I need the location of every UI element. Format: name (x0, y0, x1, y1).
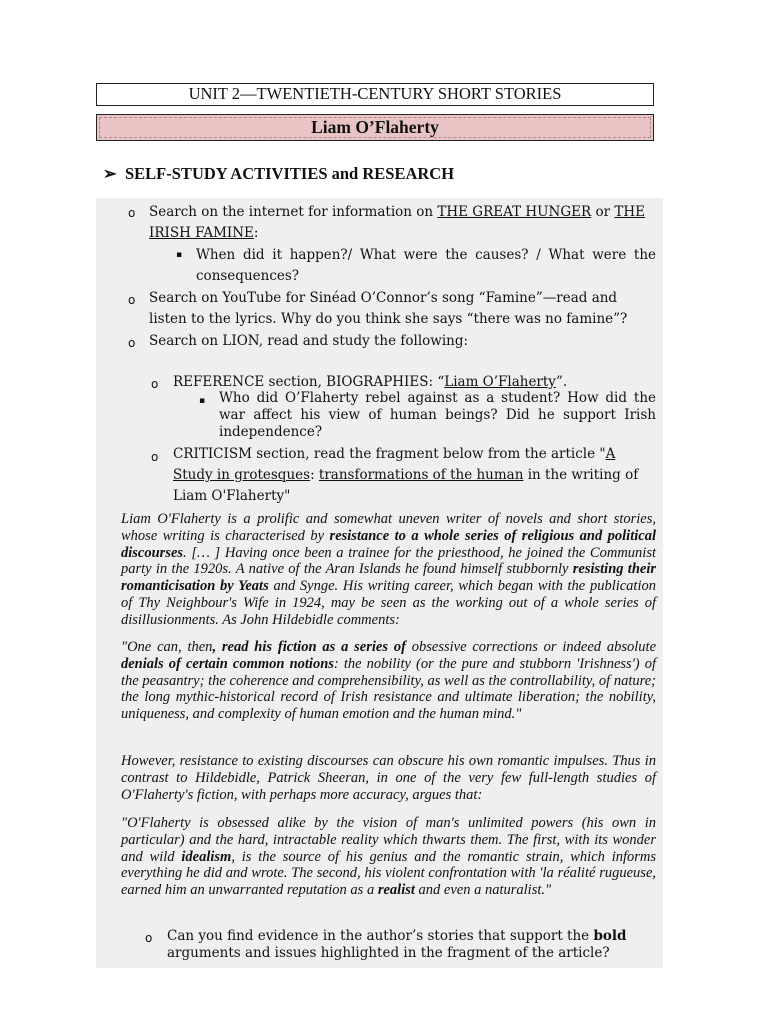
link-irish-famine[interactable]: THE IRISH FAMINE (149, 204, 645, 241)
activity-internet-search (149, 202, 656, 244)
quote-text: : the nobility (or the pure and stubborn 'Irishness') of the peasantry; the coherence and comprehensibility, as well as the controllability, of nature; the long mythic-historical record of Irish resistance and ultimate liberation; the nobility, uniqueness, and complexity of human emotion and the human mind." (121, 655, 656, 723)
reference-text: REFERENCE section, BIOGRAPHIES: “ (173, 374, 445, 390)
circle-bullet-icon: o (151, 377, 159, 391)
section-heading (103, 164, 454, 184)
reference-text: ”. (555, 374, 568, 390)
activity-text: Search on the internet for information on (149, 204, 438, 220)
unit-title: UNIT 2—TWENTIETH-CENTURY SHORT STORIES (96, 83, 654, 106)
quote-emphasis: denials of certain common notions (121, 655, 334, 672)
section-heading-text: SELF-STUDY ACTIVITIES and RESEARCH (125, 164, 455, 183)
quote-text: Liam O'Flaherty is a prolific and somewhat uneven writer of novels and short stories, whose writing is characterised by (121, 511, 656, 544)
quote-text: and even a naturalist." (414, 882, 552, 899)
square-bullet-icon: ▪ (176, 250, 183, 260)
criticism-text: : (310, 467, 319, 483)
quote-emphasis: , read his fiction as a series of (212, 639, 406, 655)
quote-emphasis: realist (377, 882, 415, 899)
quote-text: obsessive corrections or indeed absolute (405, 639, 657, 655)
final-question-text: Can you find evidence in the author’s stories that support the (167, 928, 594, 944)
quote-paragraph-3: However, resistance to existing discourses can obscure his own romantic impulses. Thus in contrast to Hildebidle, Patrick Sheeran, in one of the very few full-length studies of O'Flaherty's fiction, with perhaps more accuracy, argues that: (121, 753, 656, 803)
author-name: Liam O’Flaherty (96, 114, 654, 141)
link-study-in-grotesques[interactable]: A Study in grotesques (173, 446, 616, 483)
quote-emphasis: idealism (181, 848, 232, 865)
arrow-bullet-icon: ➢ (103, 164, 117, 183)
quote-emphasis: resisting their romanticisation by Yeats (121, 561, 656, 595)
criticism-section (173, 444, 656, 507)
quote-paragraph-1 (121, 511, 656, 629)
quote-paragraph-4 (121, 815, 656, 899)
quote-emphasis: resistance to a whole series of religious and political discourses (121, 527, 656, 561)
quote-text: , is the source of his genius and the romantic strain, which informs everything he did and wrote. The second, his violent confrontation with 'la réalité rugueuse, earned him an unwarranted reputation as a (121, 848, 657, 899)
quote-text: "O'Flaherty is obsessed alike by the vision of man's unlimited powers (his own in particular) and the hard, intractable reality which thwarts them. The first, with its wonder and wild (121, 815, 656, 865)
activity-text: : (253, 225, 259, 241)
link-transformations-of-the-human[interactable]: transformations of the human (318, 467, 524, 483)
quote-text: "One can, then (121, 639, 213, 655)
circle-bullet-icon: o (128, 336, 136, 350)
famine-questions: When did it happen?/ What were the causes? / What were the consequences? (196, 247, 656, 284)
quote-text: and Synge. His writing career, which began with the publication of Thy Neighbour's Wife in 1924, may be seen as the working out of a whole series of disillusionments. As John Hildebidle comments: (121, 578, 656, 628)
square-bullet-icon: ▪ (199, 396, 206, 406)
activity-text: or (591, 204, 615, 220)
activity-lion-search: Search on LION, read and study the following: (149, 333, 469, 349)
link-liam-oflaherty[interactable]: Liam O’Flaherty (444, 374, 556, 390)
final-question-text: arguments and issues highlighted in the fragment of the article? (167, 945, 610, 961)
circle-bullet-icon: o (151, 450, 159, 464)
quote-paragraph-2 (121, 639, 656, 723)
circle-bullet-icon: o (128, 206, 136, 220)
circle-bullet-icon: o (145, 931, 153, 945)
criticism-text: CRITICISM section, read the fragment below from the article " (173, 446, 606, 462)
final-question (167, 928, 656, 962)
activity-youtube-search: Search on YouTube for Sinéad O’Connor’s song “Famine”—read and listen to the lyrics. Why do you think she says “there was no famine”? (149, 290, 628, 327)
criticism-text: in the writing of Liam O'Flaherty" (173, 467, 639, 504)
link-great-hunger[interactable]: THE GREAT HUNGER (437, 204, 592, 220)
circle-bullet-icon: o (128, 293, 136, 307)
biography-questions: Who did O’Flaherty rebel against as a student? How did the war affect his view of human beings? Did he support Irish independence? (219, 390, 656, 440)
final-question-bold: bold (593, 928, 627, 944)
quote-text: . [… ] Having once been a trainee for the priesthood, he joined the Communist party in the 1920s. A native of the Aran Islands he found himself stubbornly (121, 544, 656, 578)
